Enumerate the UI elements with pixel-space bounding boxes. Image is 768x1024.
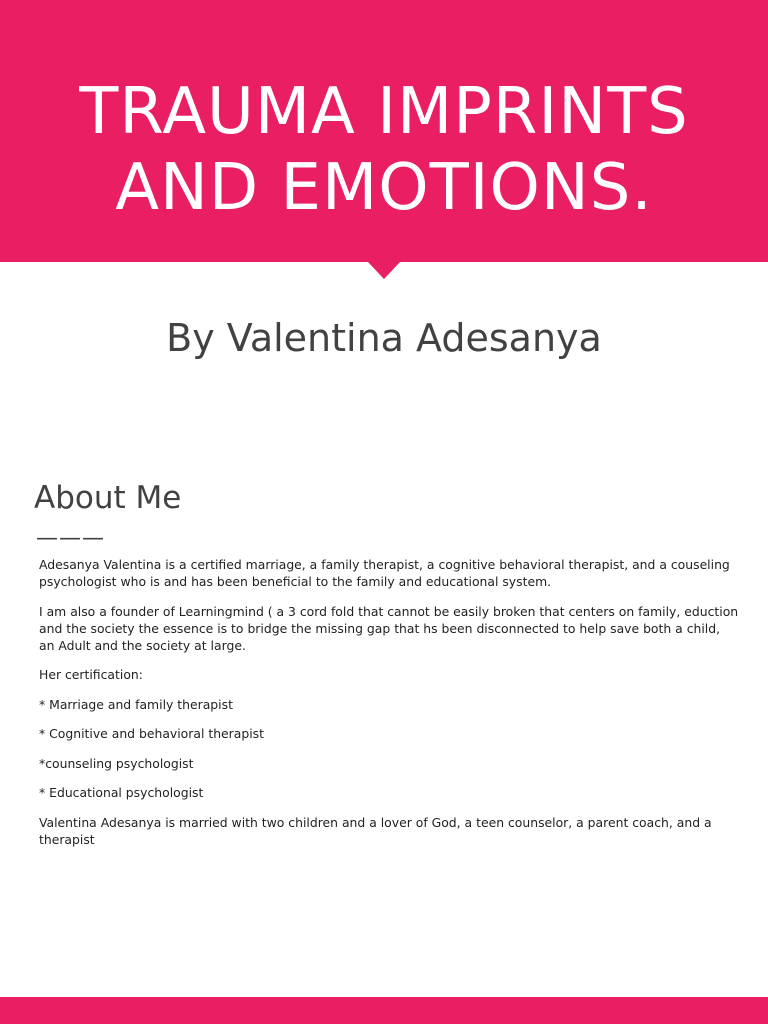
author-byline: By Valentina Adesanya xyxy=(166,316,602,360)
heading-rule: ——— xyxy=(36,526,105,551)
title-line-1: TRAUMA IMPRINTS xyxy=(79,75,689,149)
certification-item: * Cognitive and behavioral therapist xyxy=(39,726,264,741)
certification-item: * Marriage and family therapist xyxy=(39,696,233,712)
about-paragraph: Valentina Adesanya is married with two children and a lover of God, a teen counselor, a parent coach, and a therapist xyxy=(39,814,712,847)
about-paragraph: Adesanya Valentina is a certified marriage, a family therapist, a cognitive behavioral therapist, and a couseling psychologist who is and has been beneficial to the family and educational system. xyxy=(39,557,730,589)
title-banner xyxy=(0,0,768,262)
about-heading: About Me xyxy=(34,480,182,516)
certification-item: *counseling psychologist xyxy=(39,755,194,771)
page-title xyxy=(0,74,768,226)
certification-item: * Educational psychologist xyxy=(39,785,204,800)
title-line-2: AND EMOTIONS. xyxy=(115,151,653,225)
about-paragraph: I am also a founder of Learningmind ( a 3 cord fold that cannot be easily broken that centers on family, eduction and the society the essence is to bridge the missing gap that hs been disconnected to help save both a child, an Adult and the society at large. xyxy=(39,603,739,653)
certification-heading: Her certification: xyxy=(39,667,143,682)
banner-notch xyxy=(368,262,400,279)
about-body xyxy=(39,556,739,866)
footer-bar xyxy=(0,997,768,1024)
